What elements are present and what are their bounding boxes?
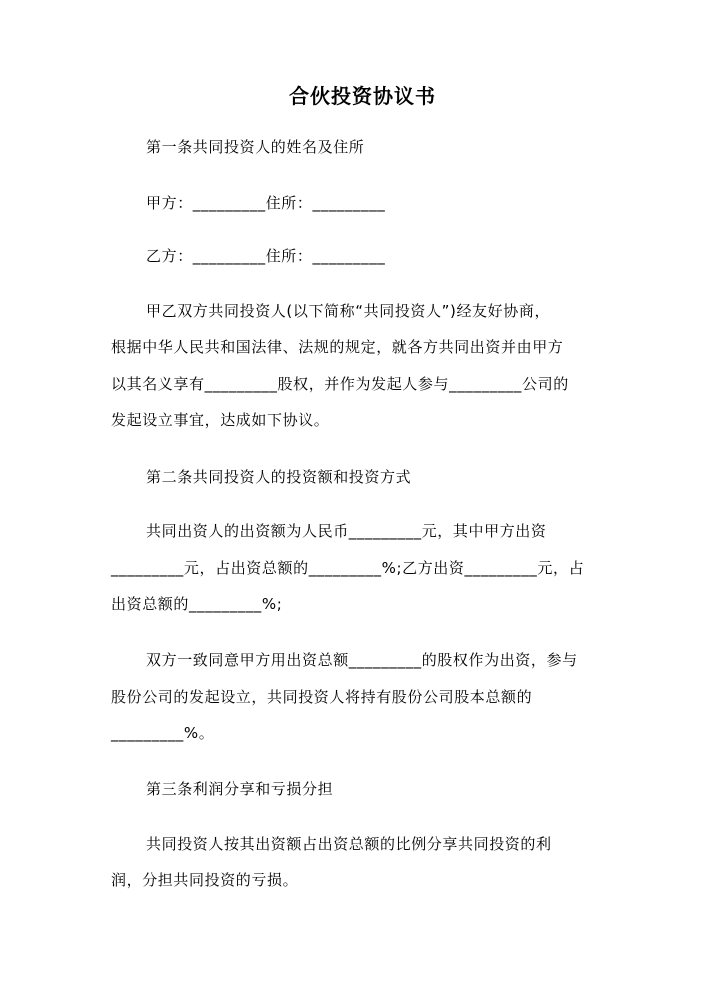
article-2-paragraph-line: 双方一致同意甲方用出资总额_________的股权作为出资，参与 (146, 651, 578, 669)
article-2-paragraph-line: 共同出资人的出资额为人民币_________元，其中甲方出资 (146, 522, 547, 540)
article-2-heading: 第二条共同投资人的投资额和投资方式 (146, 468, 412, 486)
article-3-paragraph-line: 共同投资人按其出资额占出资总额的比例分享共同投资的利 (146, 835, 552, 853)
party-b-line: 乙方：_________住所：_________ (146, 247, 386, 265)
article-3-paragraph-line: 润，分担共同投资的亏损。 (111, 871, 299, 889)
article-1-heading: 第一条共同投资人的姓名及住所 (146, 138, 365, 156)
article-1-paragraph-line: 根据中华人民共和国法律、法规的规定，就各方共同出资并由甲方 (111, 338, 564, 356)
article-2-paragraph-line: 出资总额的_________%; (111, 595, 283, 613)
article-2-paragraph-line: _________%。 (111, 724, 215, 742)
article-1-paragraph-line: 甲乙双方共同投资人(以下简称“共同投资人”)经友好协商， (146, 302, 551, 320)
article-3-heading: 第三条利润分享和亏损分担 (146, 780, 334, 798)
article-1-paragraph-line: 发起设立事宜，达成如下协议。 (111, 411, 330, 429)
article-2-paragraph-line: 股份公司的发起设立，共同投资人将持有股份公司股本总额的 (111, 688, 533, 706)
document-title: 合伙投资协议书 (289, 84, 436, 108)
article-1-paragraph-line: 以其名义享有_________股权，并作为发起人参与_________公司的 (111, 375, 569, 393)
article-2-paragraph-line: _________元，占出资总额的_________%;乙方出资_________元，占 (111, 559, 585, 577)
party-a-line: 甲方：_________住所：_________ (146, 194, 386, 212)
